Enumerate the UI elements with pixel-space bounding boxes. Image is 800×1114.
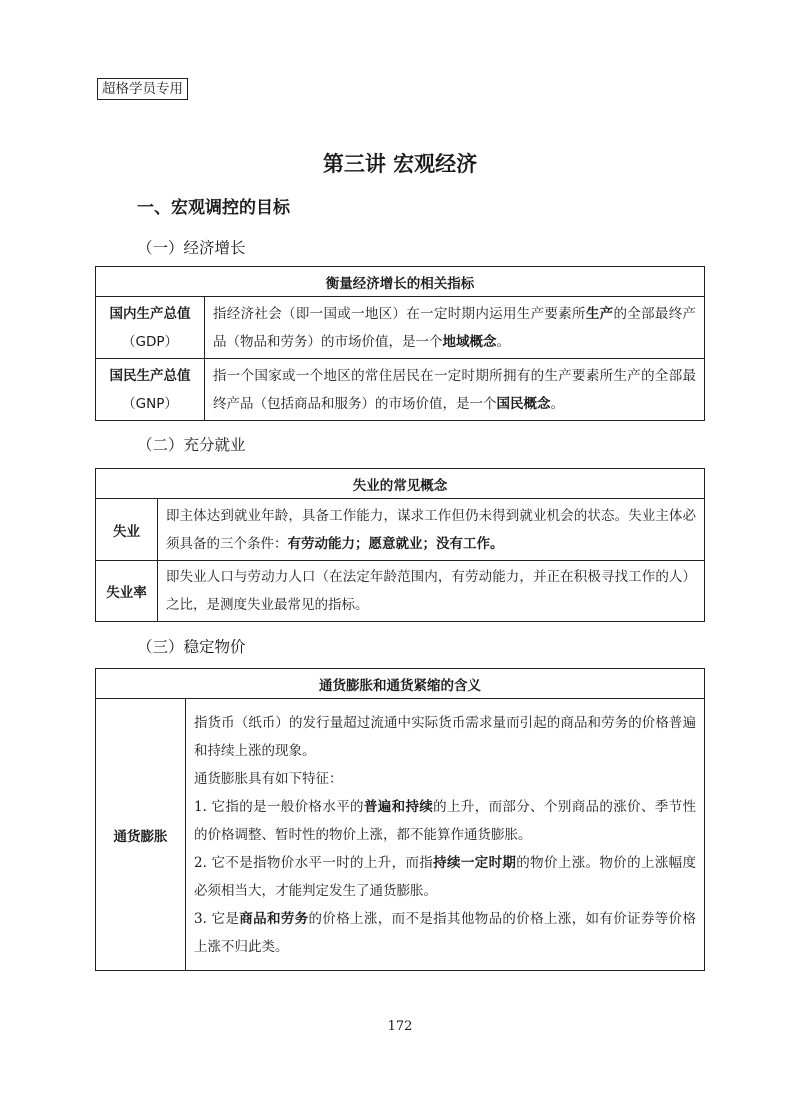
text: 指一个国家或一个地区的常住居民在一定时期所拥有的生产要素所生产的全部最终产品（包括商品和服务）的市场价值，是一个 bbox=[213, 367, 696, 412]
bold-text: 地域概念 bbox=[442, 333, 497, 350]
row-label: 失业 bbox=[96, 499, 158, 561]
label-line: 国内生产总值 bbox=[109, 305, 191, 322]
row-description bbox=[205, 297, 705, 359]
bold-text: 国民概念 bbox=[496, 395, 551, 412]
table-caption: 通货膨胀和通货紧缩的含义 bbox=[96, 669, 705, 699]
row-label bbox=[96, 297, 205, 359]
text: 的价格上涨，而不是指其他物品的价格上涨，如有价证券等价格上涨不归此类。 bbox=[194, 910, 697, 955]
label-line: （GNP） bbox=[122, 395, 178, 412]
feature-item bbox=[194, 905, 696, 961]
text: 指经济社会（即一国或一地区）在一定时期内运用生产要素所 bbox=[213, 305, 586, 322]
row-label: 通货膨胀 bbox=[96, 699, 186, 971]
text: 的上升，而部分、个别商品的涨价、季节性的价格调整、暂时性的物价上涨，都不能算作通货膨胀。 bbox=[194, 798, 697, 843]
bold-text: 普遍和持续 bbox=[363, 798, 434, 815]
text: 。 bbox=[496, 333, 510, 350]
table-row bbox=[96, 499, 705, 561]
text: 1. 它指的是一般价格水平的 bbox=[194, 798, 364, 815]
table-caption-row bbox=[96, 267, 705, 297]
row-description bbox=[158, 499, 705, 561]
text: 2. 它不是指物价水平一时的上升，而指 bbox=[194, 854, 434, 871]
bold-text: 商品和劳务 bbox=[239, 910, 309, 927]
table-caption: 衡量经济增长的相关指标 bbox=[96, 267, 705, 297]
row-description bbox=[186, 699, 705, 971]
table-row bbox=[96, 359, 705, 421]
bold-text: 生产 bbox=[585, 305, 614, 322]
label-line: 国民生产总值 bbox=[109, 367, 191, 384]
table-economic-growth bbox=[95, 266, 705, 421]
section-heading: 一、宏观调控的目标 bbox=[137, 198, 290, 218]
subsection-heading-1: （一）经济增长 bbox=[137, 239, 246, 257]
row-description: 即失业人口与劳动力人口（在法定年龄范围内，有劳动能力，并正在积极寻找工作的人）之比，是测度失业最常见的指标。 bbox=[158, 561, 705, 622]
table-row bbox=[96, 297, 705, 359]
text: 即主体达到就业年龄，具备工作能力，谋求工作但仍未得到就业机会的状态。失业主体必须具备的三个条件： bbox=[166, 507, 696, 552]
table-caption-row bbox=[96, 469, 705, 499]
subsection-heading-2: （二）充分就业 bbox=[137, 436, 246, 454]
page-number: 172 bbox=[387, 1019, 413, 1034]
table-row bbox=[96, 561, 705, 622]
bold-text: 持续一定时期 bbox=[433, 854, 517, 871]
feature-item bbox=[194, 793, 696, 849]
table-inflation bbox=[95, 668, 705, 971]
features-intro: 通货膨胀具有如下特征： bbox=[194, 770, 343, 787]
text: 的全部最终产品（物品和劳务）的市场价值，是一个 bbox=[213, 305, 697, 350]
table-row bbox=[96, 699, 705, 971]
subsection-heading-3: （三）稳定物价 bbox=[137, 638, 246, 656]
header-tag: 超格学员专用 bbox=[97, 78, 188, 100]
text: 3. 它是 bbox=[194, 910, 240, 927]
text: 的物价上涨。物价的上涨幅度必须相当大，才能判定发生了通货膨胀。 bbox=[194, 854, 697, 899]
row-description bbox=[205, 359, 705, 421]
feature-item bbox=[194, 849, 696, 905]
label-line: （GDP） bbox=[122, 333, 178, 350]
text: 。 bbox=[550, 395, 564, 412]
page-title: 第三讲 宏观经济 bbox=[322, 152, 478, 176]
row-label: 失业率 bbox=[96, 561, 158, 622]
bold-text: 有劳动能力；愿意就业；没有工作。 bbox=[287, 535, 504, 552]
table-unemployment bbox=[95, 468, 705, 622]
row-label bbox=[96, 359, 205, 421]
table-caption-row bbox=[96, 669, 705, 699]
table-caption: 失业的常见概念 bbox=[96, 469, 705, 499]
definition-paragraph: 指货币（纸币）的发行量超过流通中实际货币需求量而引起的商品和劳务的价格普遍和持续上涨的现象。 bbox=[194, 714, 696, 759]
